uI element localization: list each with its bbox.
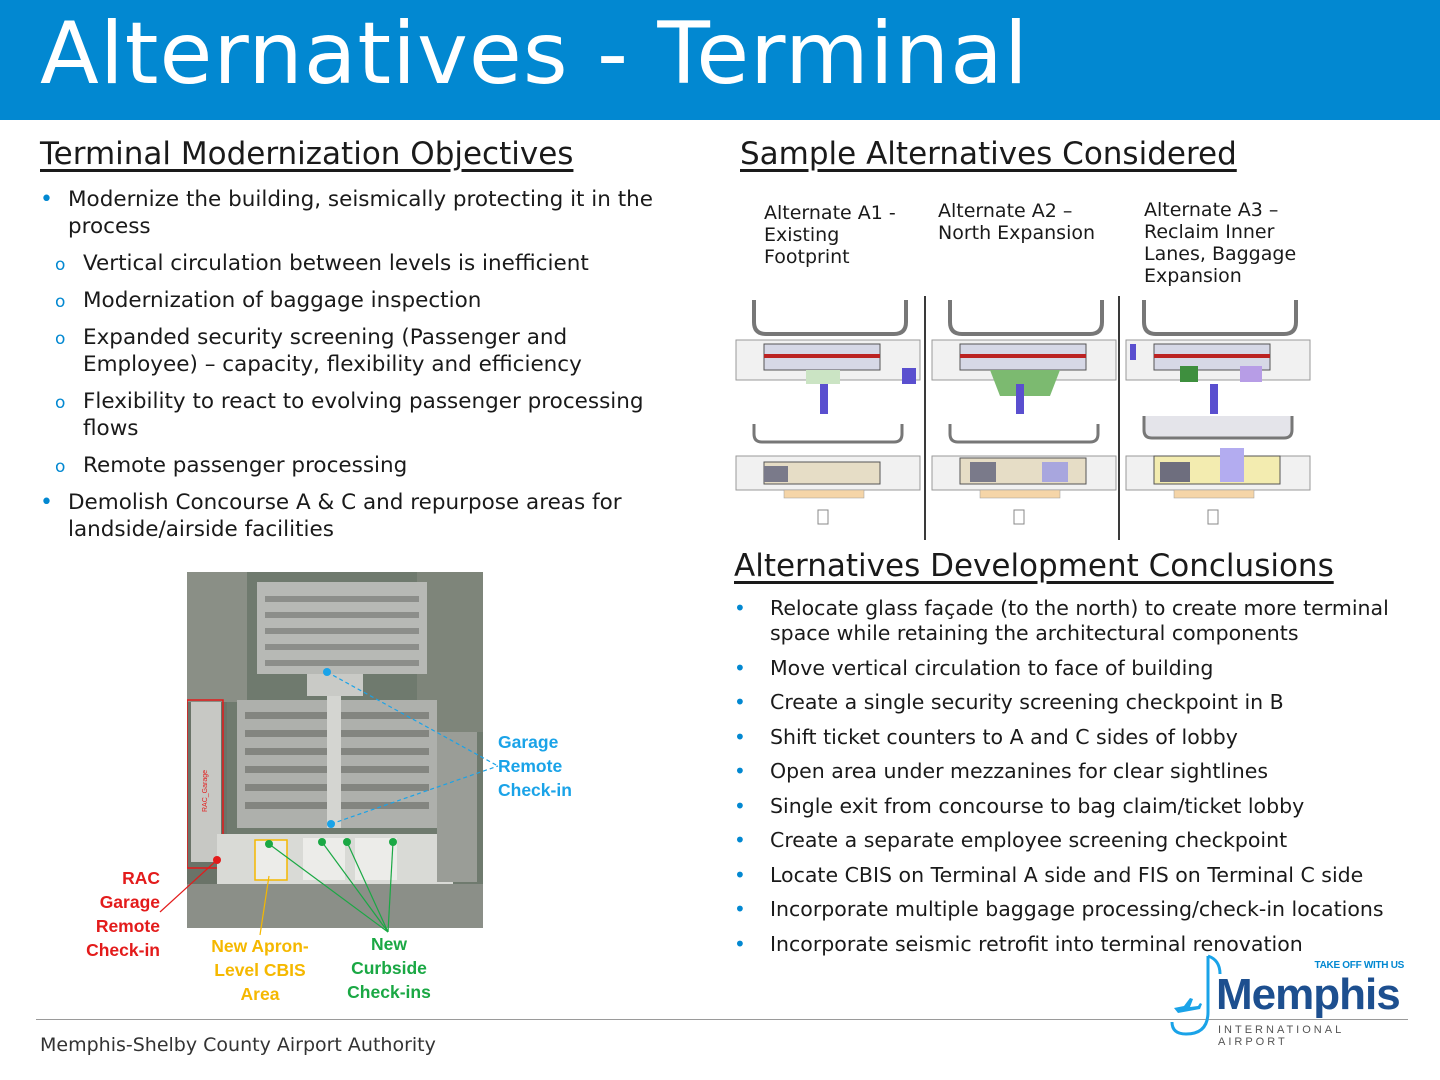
memphis-airport-logo: [1168, 952, 1418, 1048]
callout-line: Area: [240, 984, 280, 1004]
alt-name: Alternate A3 –: [1144, 199, 1279, 221]
list-item: [38, 186, 688, 240]
list-item: [734, 596, 1434, 646]
alternate-a1-label: [764, 202, 896, 268]
bullet-icon: •: [734, 690, 746, 714]
alternate-a3-label: [1144, 199, 1296, 287]
bullet-icon: •: [40, 187, 53, 212]
list-item: [38, 452, 688, 479]
title-bar: [0, 0, 1440, 120]
circle-bullet-icon: o: [55, 457, 66, 477]
alt-desc: Lanes, Baggage: [1144, 243, 1297, 265]
callout-line: Check-ins: [347, 982, 431, 1002]
list-item-text: Expanded security screening (Passenger and Employee) – capacity, flexibility and efficiency: [83, 325, 582, 377]
list-item: [734, 759, 1434, 784]
logo-subtitle: INTERNATIONAL AIRPORT: [1218, 1024, 1344, 1048]
list-item-text: Relocate glass façade (to the north) to create more terminal space while retaining the architectural components: [770, 596, 1389, 645]
objectives-heading: Terminal Modernization Objectives: [40, 136, 574, 172]
list-item: [734, 656, 1434, 681]
callout-line: Check-in: [498, 780, 572, 800]
alternatives-floor-plans: [734, 296, 1314, 540]
bullet-icon: •: [40, 490, 53, 515]
alt-desc: Reclaim Inner: [1144, 221, 1275, 243]
objectives-list: [38, 186, 688, 553]
bullet-icon: •: [734, 793, 746, 818]
page-title: Alternatives - Terminal: [40, 4, 1029, 104]
list-item: [38, 287, 688, 314]
plan-a2: [932, 300, 1116, 524]
bullet-icon: •: [734, 724, 746, 749]
plan-a1: [736, 300, 920, 524]
circle-bullet-icon: o: [55, 292, 66, 312]
alternatives-heading: Sample Alternatives Considered: [740, 136, 1237, 172]
list-item-text: Single exit from concourse to bag claim/ticket lobby: [770, 793, 1305, 818]
list-item: [734, 897, 1434, 922]
list-item: [38, 250, 688, 277]
circle-bullet-icon: o: [55, 393, 66, 413]
list-item-text: Create a separate employee screening checkpoint: [770, 828, 1288, 852]
conclusions-heading: Alternatives Development Conclusions: [734, 548, 1334, 584]
rac-checkin-callout: [84, 866, 160, 962]
alt-desc: Existing: [764, 224, 840, 246]
list-item: [734, 725, 1434, 750]
list-item: [734, 794, 1434, 819]
alt-desc: Footprint: [764, 246, 850, 268]
alt-desc: Expansion: [1144, 265, 1242, 287]
list-item: [734, 690, 1434, 715]
list-item-text: Flexibility to react to evolving passenger processing flows: [83, 389, 644, 441]
bullet-icon: •: [734, 596, 746, 620]
bullet-icon: •: [734, 931, 746, 956]
list-item-text: Create a single security screening checkpoint in B: [770, 690, 1284, 714]
logo-wordmark: Memphis: [1216, 970, 1400, 1019]
circle-bullet-icon: o: [55, 255, 66, 275]
list-item-text: Remote passenger processing: [83, 453, 408, 478]
alt-desc: North Expansion: [938, 222, 1096, 244]
list-item: [734, 828, 1434, 853]
list-item-text: Open area under mezzanines for clear sightlines: [770, 759, 1269, 783]
callout-line: Curbside: [351, 958, 427, 978]
list-item: [38, 489, 688, 543]
aerial-site-image: [187, 572, 483, 928]
circle-bullet-icon: o: [55, 329, 66, 349]
list-item: [38, 388, 688, 442]
alt-name: Alternate A2 –: [938, 200, 1073, 222]
list-item-text: Modernize the building, seismically protecting it in the process: [68, 187, 654, 239]
bullet-icon: •: [734, 828, 746, 852]
callout-line: New Apron-: [211, 936, 309, 956]
footer-org-name: Memphis-Shelby County Airport Authority: [40, 1034, 436, 1056]
bullet-icon: •: [734, 655, 746, 680]
alternate-a2-label: [938, 200, 1095, 244]
bullet-icon: •: [734, 759, 746, 783]
list-item-text: Incorporate seismic retrofit into terminal renovation: [770, 931, 1303, 956]
list-item: [38, 324, 688, 378]
callout-line: Remote: [95, 916, 160, 936]
logo-tagline: TAKE OFF WITH US: [1314, 960, 1404, 971]
list-item: [734, 863, 1434, 888]
alt-name: Alternate A1 -: [764, 202, 896, 224]
callout-line: RAC: [122, 868, 160, 888]
callout-line: Garage: [99, 892, 160, 912]
list-item-text: Vertical circulation between levels is inefficient: [83, 251, 589, 276]
callout-line: New: [371, 934, 407, 954]
apron-cbis-callout: [205, 934, 315, 1006]
list-item-text: Shift ticket counters to A and C sides of lobby: [770, 724, 1238, 749]
list-item-text: Move vertical circulation to face of building: [770, 655, 1214, 680]
curbside-checkin-callout: [346, 932, 432, 1004]
list-item-text: Demolish Concourse A & C and repurpose areas for landside/airside facilities: [68, 490, 622, 542]
list-item-text: Modernization of baggage inspection: [83, 288, 482, 313]
callout-line: Check-in: [86, 940, 160, 960]
rac-garage-label: RAC_Garage: [202, 769, 209, 812]
list-item-text: Locate CBIS on Terminal A side and FIS on Terminal C side: [770, 862, 1364, 887]
list-item-text: Incorporate multiple baggage processing/check-in locations: [770, 897, 1384, 921]
callout-line: Remote: [498, 756, 563, 776]
bullet-icon: •: [734, 862, 746, 887]
garage-checkin-callout: [498, 730, 572, 802]
callout-line: Garage: [498, 732, 559, 752]
conclusions-list: [734, 596, 1434, 966]
bullet-icon: •: [734, 897, 746, 921]
plan-a3: [1126, 300, 1310, 524]
callout-line: Level CBIS: [214, 960, 306, 980]
